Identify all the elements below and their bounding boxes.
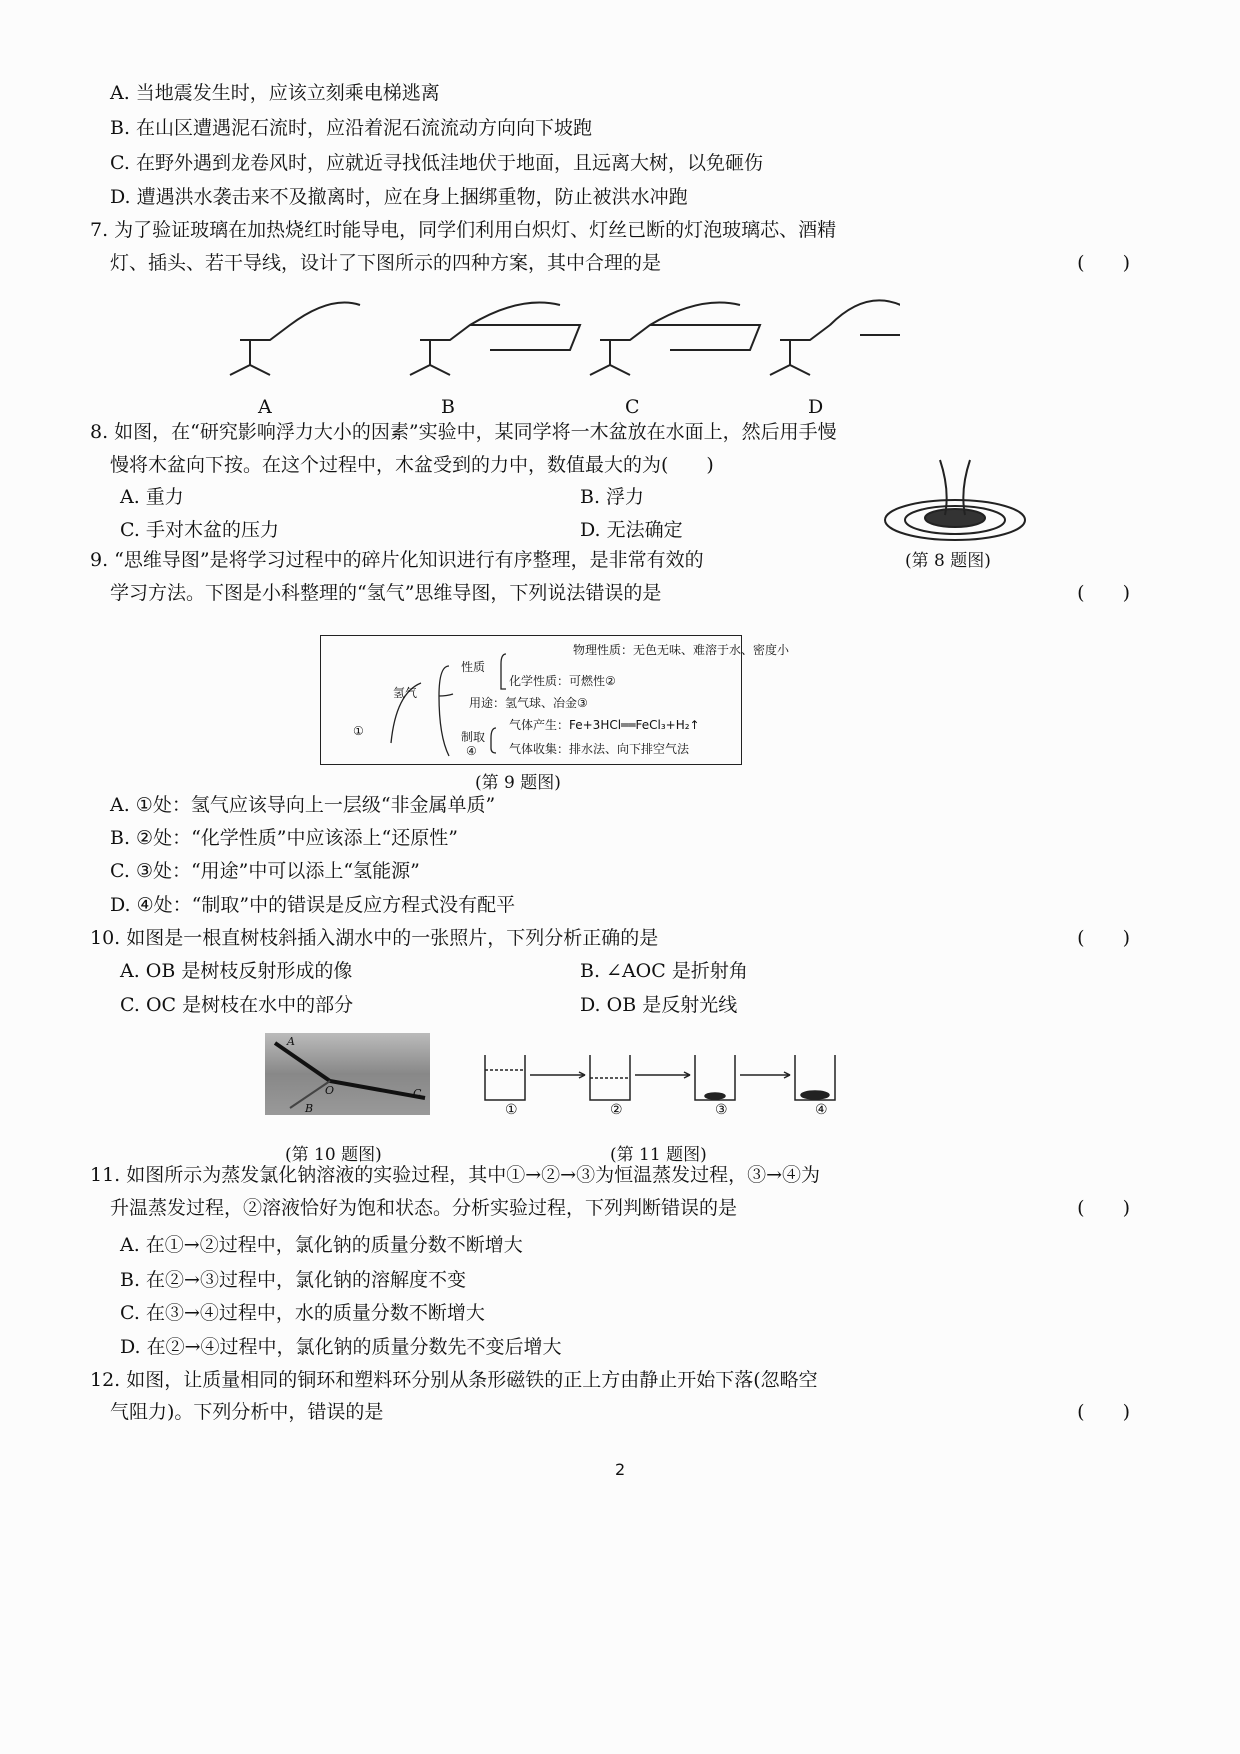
q9-caption: (第 9 题图) (475, 773, 561, 793)
mm-prep-num: ④ (466, 744, 477, 758)
q8-option-a: A. 重力 (120, 486, 184, 508)
q9-option-d: D. ④处：“制取”中的错误是反应方程式没有配平 (110, 894, 516, 916)
q10-stem: 10. 如图是一根直树枝斜插入湖水中的一张照片，下列分析正确的是 (90, 927, 659, 949)
mm-use: 用途：氢气球、冶金③ (469, 696, 588, 710)
q12-stem-1: 12. 如图，让质量相同的铜环和塑料环分别从条形磁铁的正上方由静止开始下落(忽略空 (90, 1369, 818, 1391)
q7-label-b: B (441, 396, 455, 418)
q10-option-b: B. ∠AOC 是折射角 (580, 960, 748, 982)
beaker-1: ① (505, 1102, 518, 1118)
q7-circuit-figures (220, 295, 900, 395)
mm-collect: 气体收集：排水法、向下排空气法 (509, 742, 690, 756)
mm-gas: 气体产生：Fe+3HCl══FeCl₃+H₂↑ (509, 718, 700, 732)
q9-stem-1: 9. “思维导图”是将学习过程中的碎片化知识进行有序整理，是非常有效的 (90, 549, 704, 571)
q6-option-d: D. 遭遇洪水袭击来不及撤离时，应在身上捆绑重物，防止被洪水冲跑 (110, 186, 688, 208)
q9-option-a: A. ①处：氢气应该导向上一层级“非金属单质” (110, 794, 496, 816)
q7-stem-1: 7. 为了验证玻璃在加热烧红时能导电，同学们利用白炽灯、灯丝已断的灯泡玻璃芯、酒精 (90, 219, 837, 241)
q7-label-c: C (625, 396, 640, 418)
q11-beakers-figure (480, 1050, 860, 1110)
q6-option-b: B. 在山区遭遇泥石流时，应沿着泥石流流动方向向下坡跑 (110, 117, 593, 139)
q9-stem-2: 学习方法。下图是小科整理的“氢气”思维导图，下列说法错误的是 (110, 582, 662, 604)
fig10-label-b: B (305, 1102, 314, 1115)
q12-answer-paren: ( ) (1077, 1401, 1130, 1423)
mm-prep: 制取 (461, 730, 486, 744)
beaker-4: ④ (815, 1102, 828, 1118)
q8-stem-1: 8. 如图，在“研究影响浮力大小的因素”实验中，某同学将一木盆放在水面上，然后用手慢 (90, 421, 837, 443)
q10-option-a: A. OB 是树枝反射形成的像 (120, 960, 353, 982)
mm-properties: 性质 (461, 660, 486, 674)
q10-photo (265, 1033, 430, 1115)
q11-option-a: A. 在①→②过程中，氯化钠的质量分数不断增大 (120, 1234, 523, 1256)
fig10-label-o: O (325, 1084, 335, 1097)
q7-label-a: A (258, 396, 272, 418)
page-number: 2 (615, 1460, 626, 1479)
q11-caption: (第 11 题图) (610, 1145, 707, 1165)
q11-option-d: D. 在②→④过程中，氯化钠的质量分数先不变后增大 (120, 1336, 562, 1358)
q10-option-c: C. OC 是树枝在水中的部分 (120, 994, 354, 1016)
q11-stem-2: 升温蒸发过程，②溶液恰好为饱和状态。分析实验过程，下列判断错误的是 (110, 1197, 738, 1219)
q11-stem-1: 11. 如图所示为蒸发氯化钠溶液的实验过程，其中①→②→③为恒温蒸发过程，③→④为 (90, 1164, 821, 1186)
q11-option-b: B. 在②→③过程中，氯化钠的溶解度不变 (120, 1269, 466, 1291)
q9-option-b: B. ②处：“化学性质”中应该添上“还原性” (110, 827, 458, 849)
q9-option-c: C. ③处：“用途”中可以添上“氢能源” (110, 860, 420, 882)
q7-answer-paren: ( ) (1077, 252, 1130, 274)
q10-caption: (第 10 题图) (285, 1145, 382, 1165)
q6-option-c: C. 在野外遇到龙卷风时，应就近寻找低洼地伏于地面，且远离大树，以免砸伤 (110, 152, 763, 174)
q9-answer-paren: ( ) (1077, 582, 1130, 604)
q11-answer-paren: ( ) (1077, 1197, 1130, 1219)
q8-option-d: D. 无法确定 (580, 519, 683, 541)
q8-option-c: C. 手对木盆的压力 (120, 519, 279, 541)
q8-figure-basin (880, 450, 1030, 545)
q7-stem-2: 灯、插头、若干导线，设计了下图所示的四种方案，其中合理的是 (110, 252, 662, 274)
q8-stem-2: 慢将木盆向下按。在这个过程中，木盆受到的力中，数值最大的为( ) (110, 454, 714, 476)
mm-root: 氢气 (393, 686, 418, 700)
q11-option-c: C. 在③→④过程中，水的质量分数不断增大 (120, 1302, 485, 1324)
q8-option-b: B. 浮力 (580, 486, 645, 508)
q7-label-d: D (808, 396, 824, 418)
mm-num1: ① (353, 724, 364, 738)
fig10-label-c: C (413, 1087, 422, 1100)
q8-caption: (第 8 题图) (905, 551, 991, 571)
fig10-label-a: A (287, 1035, 295, 1048)
q6-option-a: A. 当地震发生时，应该立刻乘电梯逃离 (110, 82, 440, 104)
q10-answer-paren: ( ) (1077, 927, 1130, 949)
mm-physical: 物理性质：无色无味、难溶于水、密度小 (573, 643, 790, 657)
mm-chemical: 化学性质：可燃性② (509, 674, 616, 688)
beaker-3: ③ (715, 1102, 728, 1118)
beaker-2: ② (610, 1102, 623, 1118)
q12-stem-2: 气阻力)。下列分析中，错误的是 (110, 1401, 384, 1423)
q9-mind-map (320, 635, 790, 765)
q10-option-d: D. OB 是反射光线 (580, 994, 738, 1016)
